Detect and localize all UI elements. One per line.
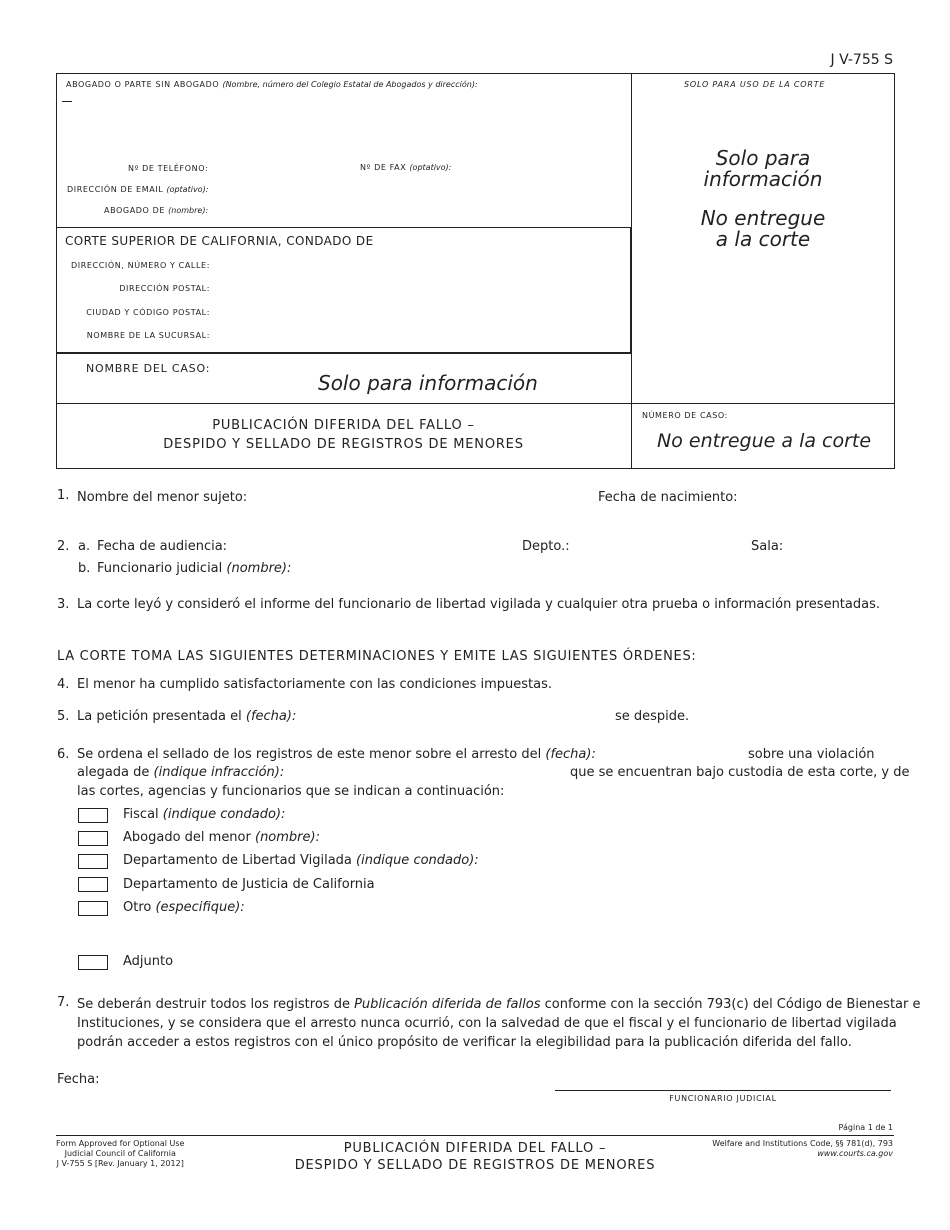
case-number-label: NÚMERO DE CASO: (642, 411, 728, 420)
courts-link[interactable]: www.courts.ca.gov (817, 1149, 893, 1158)
header-right-border (894, 73, 895, 469)
court-bottom-border (56, 352, 632, 354)
signature-line (555, 1090, 891, 1091)
footer-left: Form Approved for Optional Use Judicial Council of California J V-755 S [Rev. January 1, 2012] (56, 1139, 185, 1168)
case-number-watermark: No entregue a la corte (657, 430, 872, 452)
form-title: PUBLICACIÓN DIFERIDA DEL FALLO – DESPIDO Y SELLADO DE REGISTROS DE MENORES (163, 418, 524, 452)
court-use-watermark: Solo para información No entregue a la corte (700, 146, 826, 251)
dismissed-label: se despide. (615, 709, 690, 724)
branch-label: NOMBRE DE LA SUCURSAL: (86, 331, 210, 340)
item-4-text: El menor ha cumplido satisfactoriamente con las condiciones impuestas. (77, 677, 553, 692)
item-6-line1: Se ordena el sellado de los registros de este menor sobre el arresto del (fecha): (77, 747, 596, 762)
other-label: Otro (especifique): (123, 900, 245, 915)
attached-label: Adjunto (123, 954, 174, 969)
item-7-text: Se deberán destruir todos los registros de Publicación diferida de fallos conforme con la sección 793(c) del Código de Bienestar e Instituciones, y se considera que el arresto nunca ocurrió, con la salvedad de que el fiscal y el funcionario de libertad vigilada podrán acceder a estos registros con el único propósito de verificar la elegibilidad para la publicación diferida del fallo. (77, 997, 921, 1050)
probation-label: Departamento de Libertad Vigilada (indique condado): (123, 853, 479, 868)
room-label: Sala: (751, 539, 784, 554)
attorney-tick (62, 101, 72, 102)
other-checkbox[interactable] (78, 901, 108, 916)
minor-attorney-checkbox[interactable] (78, 831, 108, 846)
item-5-number: 5. (57, 709, 70, 724)
email-label: DIRECCIÓN DE EMAIL (optativo): (67, 185, 209, 194)
attorney-for-label: ABOGADO DE (nombre): (104, 206, 209, 215)
item-6-line2: alegada de (indique infracción): (77, 765, 285, 780)
footer-title: PUBLICACIÓN DIFERIDA DEL FALLO – DESPIDO Y SELLADO DE REGISTROS DE MENORES (294, 1141, 656, 1173)
attached-checkbox[interactable] (78, 955, 108, 970)
judicial-officer-label: Funcionario judicial (nombre): (97, 561, 292, 576)
title-top-border (56, 403, 895, 404)
item-6-number: 6. (57, 747, 70, 762)
header-bottom-border (56, 468, 895, 469)
footer-right: Welfare and Institutions Code, §§ 781(d), 793 www.courts.ca.gov (712, 1139, 893, 1158)
header-top-border (56, 73, 895, 74)
item-1-label: Nombre del menor sujeto: (77, 490, 248, 505)
footer-rule (56, 1135, 894, 1136)
doj-label: Departamento de Justicia de California (123, 877, 375, 892)
item-3-number: 3. (57, 597, 70, 612)
item-2b-letter: b. (78, 561, 91, 576)
date-label: Fecha: (57, 1072, 100, 1087)
city-label: CIUDAD Y CÓDIGO POSTAL: (86, 308, 210, 317)
item-1-number: 1. (57, 488, 70, 503)
fax-label: Nº DE FAX (optativo): (360, 163, 452, 172)
court-title: CORTE SUPERIOR DE CALIFORNIA, CONDADO DE (65, 234, 374, 248)
page-number: Página 1 de 1 (838, 1123, 893, 1132)
item-2-number: 2. (57, 539, 70, 554)
minor-attorney-label: Abogado del menor (nombre): (123, 830, 320, 845)
court-use-label: SOLO PARA USO DE LA CORTE (684, 80, 826, 89)
case-name-label: NOMBRE DEL CASO: (86, 362, 211, 375)
officer-label: FUNCIONARIO JUDICIAL (669, 1094, 777, 1103)
form-number: J V-755 S (830, 52, 893, 68)
item-6-line3: las cortes, agencias y funcionarios que se indican a continuación: (77, 784, 505, 799)
case-name-watermark: Solo para información (318, 371, 538, 395)
doj-checkbox[interactable] (78, 877, 108, 892)
custody-label: que se encuentran bajo custodia de esta corte, y de (570, 765, 910, 780)
dept-label: Depto.: (522, 539, 570, 554)
mailing-label: DIRECCIÓN POSTAL: (119, 284, 210, 293)
header-left-border (56, 73, 57, 469)
fiscal-label: Fiscal (indique condado): (123, 807, 286, 822)
attorney-label: ABOGADO O PARTE SIN ABOGADO (Nombre, número del Colegio Estatal de Abogados y dirección): (66, 80, 478, 89)
item-5-text: La petición presentada el (fecha): (77, 709, 297, 724)
phone-label: Nº DE TELÉFONO: (128, 164, 209, 173)
findings-heading: LA CORTE TOMA LAS SIGUIENTES DETERMINACIONES Y EMITE LAS SIGUIENTES ÓRDENES: (57, 649, 697, 664)
fiscal-checkbox[interactable] (78, 808, 108, 823)
item-3-text: La corte leyó y consideró el informe del funcionario de libertad vigilada y cualquier otra prueba o información presentadas. (77, 597, 880, 612)
hearing-date-label: Fecha de audiencia: (97, 539, 228, 554)
street-label: DIRECCIÓN, NÚMERO Y CALLE: (71, 261, 210, 270)
violation-label: sobre una violación (748, 747, 875, 762)
item-4-number: 4. (57, 677, 70, 692)
item-2a-letter: a. (78, 539, 91, 554)
item-7-number: 7. (57, 995, 70, 1010)
dob-label: Fecha de nacimiento: (598, 490, 738, 505)
court-top-border (56, 227, 632, 228)
probation-checkbox[interactable] (78, 854, 108, 869)
